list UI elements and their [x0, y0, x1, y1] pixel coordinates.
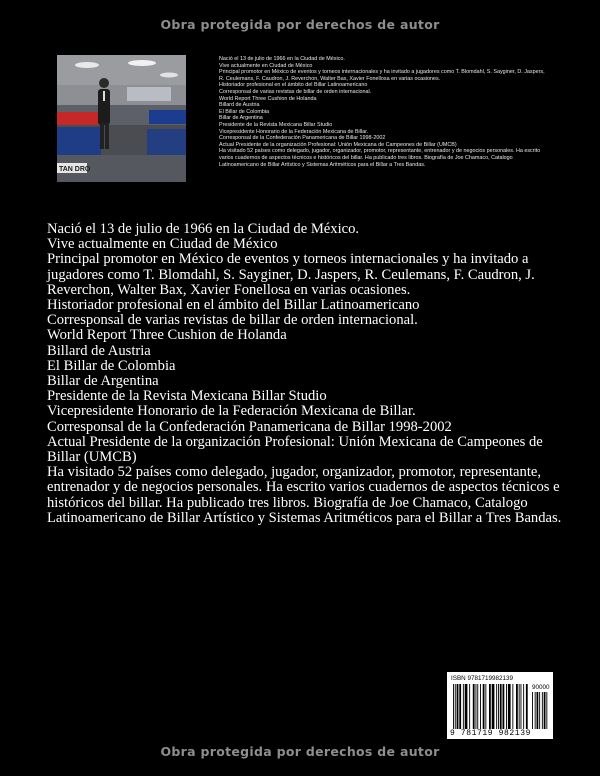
author-photo — [57, 55, 186, 182]
small-bio-line: Corresponsal de varias revistas de billar de orden internacional. — [219, 88, 372, 95]
bio-line: Vive actualmente en Ciudad de México — [47, 236, 278, 253]
copyright-watermark-bottom: Obra protegida por derechos de autor — [160, 744, 440, 759]
small-bio-line: Principal promotor en México de eventos y torneos internacionales y ha invitado a jugadores como T. Blomdahl, S. Sayginer, D. Jaspers, R. Ceulemans, F. Caudron, J. Reverchon, Walter Bax, Xavier Fonellosa en varias ocasiones. — [219, 69, 545, 82]
photo-banner-text: TAN DRO — [59, 166, 91, 173]
bio-line: Presidente de la Revista Mexicana Billar Studio — [47, 388, 327, 405]
barcode-digits: 9 781719 982139 — [450, 729, 532, 738]
small-bio-line: Nació el 13 de julio de 1966 en la Ciudad de México. — [219, 56, 345, 62]
small-bio-line: Historiador profesional en el ámbito del Billar Latinoamericano — [219, 82, 368, 89]
small-bio-line: Billar de Argentina — [219, 115, 263, 122]
small-bio-line: Presidente de la Revista Mexicana Billar Studio — [219, 121, 333, 128]
bio-line: Billar de Argentina — [47, 373, 159, 390]
copyright-watermark-top: Obra protegida por derechos de autor — [160, 17, 440, 32]
isbn-barcode — [447, 672, 553, 739]
barcode-bars — [453, 684, 529, 729]
bio-line: Principal promotor en México de eventos y torneos internacionales y ha invitado a jugadores como T. Blomdahl, S. Sayginer, D. Jaspers, R. Ceulemans, F. Caudron, J. Reverchon, Walter Bax, Xavier Fonellosa en varias ocasiones. — [47, 251, 535, 298]
bio-line: Corresponsal de la Confederación Panamericana de Billar 1998-2002 — [47, 418, 452, 435]
small-bio-line: Actual Presidente de la organización Profesional: Unión Mexicana de Campeones de Billar (UMCB) — [219, 141, 457, 148]
bio-line: Nació el 13 de julio de 1966 en la Ciudad de México. — [47, 221, 360, 237]
small-bio-line: El Billar de Colombia — [219, 108, 270, 115]
small-bio-line: Billard de Austria — [219, 102, 260, 109]
price-barcode-bars — [532, 692, 550, 729]
author-biography — [47, 222, 567, 526]
small-bio-line: World Report Three Cushion de Holanda — [219, 95, 317, 102]
short-biography-small-text — [219, 56, 549, 168]
small-bio-line: Corresponsal de la Confederación Panamericana de Billar 1998-2002 — [219, 135, 386, 142]
small-bio-line: Vicepresidente Honorario de la Federación Mexicana de Billar. — [219, 128, 369, 135]
bio-line: El Billar de Colombia — [47, 357, 176, 374]
bio-line: Historiador profesional en el ámbito del Billar Latinoamericano — [47, 297, 420, 314]
small-bio-line: Ha visitado 52 países como delegado, jugador, organizador, promotor, representante, entrenador y de negocios personales. Ha escrito varios cuadernos de aspectos técnicos e históricos del billar. Ha publicado tres libros. Biografía de Joe Chamaco, Catalogo Latinoamericano de Billar Artístico y Sistemas Aritméticos para el Billar a Tres Bandas. — [219, 148, 541, 168]
bio-line: World Report Three Cushion de Holanda — [47, 327, 287, 344]
price-code: 90000 — [532, 684, 550, 691]
bio-line: Actual Presidente de la organización Profesional: Unión Mexicana de Campeones de Billar (UMCB) — [47, 433, 543, 466]
isbn-label: ISBN 9781719982139 — [451, 675, 513, 682]
bio-line: Billard de Austria — [47, 342, 151, 359]
bio-line: Vicepresidente Honorario de la Federación Mexicana de Billar. — [47, 403, 416, 420]
small-bio-line: Vive actualmente en Ciudad de México — [219, 62, 313, 69]
bio-line: Corresponsal de varias revistas de billar de orden internacional. — [47, 312, 418, 329]
bio-line: Ha visitado 52 países como delegado, jugador, organizador, promotor, representante, entrenador y de negocios personales. Ha escrito varios cuadernos de aspectos técnicos e históricos del billar. Ha publicado tres libros. Biografía de Joe Chamaco, Catalogo Latinoamericano de Billar Artístico y Sistemas Aritméticos para el Billar a Tres Bandas. — [47, 464, 562, 526]
